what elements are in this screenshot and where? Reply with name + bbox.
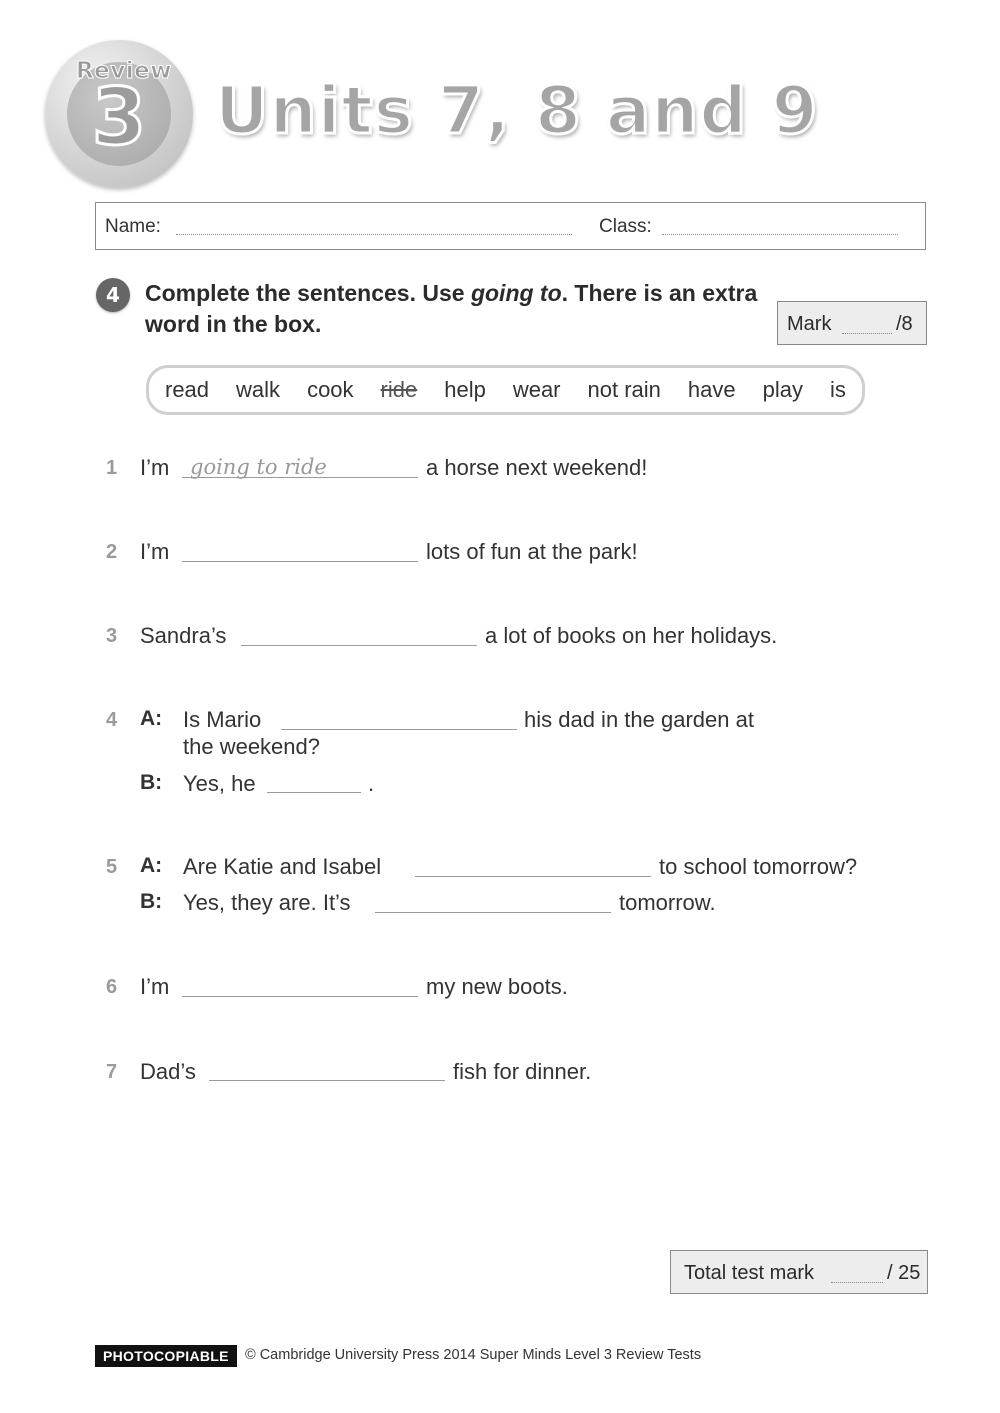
question-text: Yes, he <box>183 771 256 796</box>
question-text: a lot of books on her holidays. <box>485 623 778 648</box>
answer-blank[interactable] <box>241 645 477 646</box>
word-item: cook <box>307 377 354 402</box>
answer-blank[interactable] <box>182 477 418 478</box>
mark-box <box>777 301 927 345</box>
name-label: Name: <box>105 216 161 237</box>
name-class-box <box>95 202 926 250</box>
word-item: play <box>762 377 803 402</box>
example-answer: going to ride <box>190 455 327 479</box>
question-number: 4 <box>106 709 118 731</box>
speaker-b-label: B: <box>140 771 163 794</box>
question-text: I’m <box>140 974 170 999</box>
class-label: Class: <box>599 216 652 237</box>
answer-blank[interactable] <box>182 561 418 562</box>
instruction-start: Complete the sentences. Use <box>145 280 471 306</box>
word-item: not rain <box>587 377 661 402</box>
name-field[interactable] <box>176 234 572 235</box>
copyright-text: © Cambridge University Press 2014 Super Minds Level 3 Review Tests <box>245 1347 702 1363</box>
word-item: have <box>687 377 736 402</box>
instruction-end: . There is an extra word in the box. <box>145 280 758 337</box>
question-text: his dad in the garden at <box>524 707 754 732</box>
total-value: / 25 <box>887 1262 921 1284</box>
speaker-b-label: B: <box>140 890 163 913</box>
instruction-italic: going to <box>470 280 562 306</box>
speaker-a-label: A: <box>140 707 163 730</box>
question-text: Are Katie and Isabel <box>183 854 382 879</box>
question-number: 6 <box>106 976 118 998</box>
question-text: . <box>368 771 375 796</box>
word-item: is <box>829 377 846 402</box>
question-number: 1 <box>106 457 118 479</box>
mark-total: /8 <box>896 313 913 335</box>
word-box <box>146 365 865 415</box>
question-text: to school tomorrow? <box>659 854 858 879</box>
exercise-number: 4 <box>96 278 130 312</box>
answer-blank[interactable] <box>415 876 651 877</box>
answer-blank[interactable] <box>209 1080 445 1081</box>
question-text: Yes, they are. It’s <box>183 890 351 915</box>
answer-blank[interactable] <box>267 792 361 793</box>
class-field[interactable] <box>662 234 898 235</box>
question-text: my new boots. <box>426 974 568 999</box>
badge-number: 3 <box>91 73 147 163</box>
word-item-used: ride <box>380 377 418 402</box>
total-mark-box <box>670 1250 928 1294</box>
word-item: read <box>165 377 210 402</box>
question-text: I’m <box>140 539 170 564</box>
total-field[interactable] <box>831 1282 883 1283</box>
total-label: Total test mark <box>684 1262 815 1284</box>
question-number: 7 <box>106 1061 118 1083</box>
question-text: Dad’s <box>140 1059 196 1084</box>
question-text: fish for dinner. <box>453 1059 592 1084</box>
question-text: lots of fun at the park! <box>426 539 638 564</box>
question-number: 5 <box>106 856 118 878</box>
answer-blank[interactable] <box>375 912 611 913</box>
question-text: a horse next weekend! <box>426 455 648 480</box>
word-item: walk <box>236 377 281 402</box>
question-text: I’m <box>140 455 170 480</box>
photocopiable-label: PHOTOCOPIABLE <box>95 1345 237 1367</box>
answer-blank[interactable] <box>281 729 517 730</box>
question-number: 3 <box>106 625 118 647</box>
question-text: Is Mario <box>183 707 262 732</box>
speaker-a-label: A: <box>140 854 163 877</box>
word-item: help <box>444 377 486 402</box>
exercise-instruction <box>145 278 765 340</box>
question-text: tomorrow. <box>619 890 716 915</box>
question-text: the weekend? <box>183 734 320 759</box>
mark-label: Mark <box>787 313 832 335</box>
word-item: wear <box>512 377 561 402</box>
page-title: Units 7, 8 and 9 <box>215 72 819 149</box>
badge-label: Review <box>75 58 173 84</box>
mark-field[interactable] <box>842 333 892 334</box>
question-number: 2 <box>106 541 118 563</box>
answer-blank[interactable] <box>182 996 418 997</box>
question-text: Sandra’s <box>140 623 227 648</box>
